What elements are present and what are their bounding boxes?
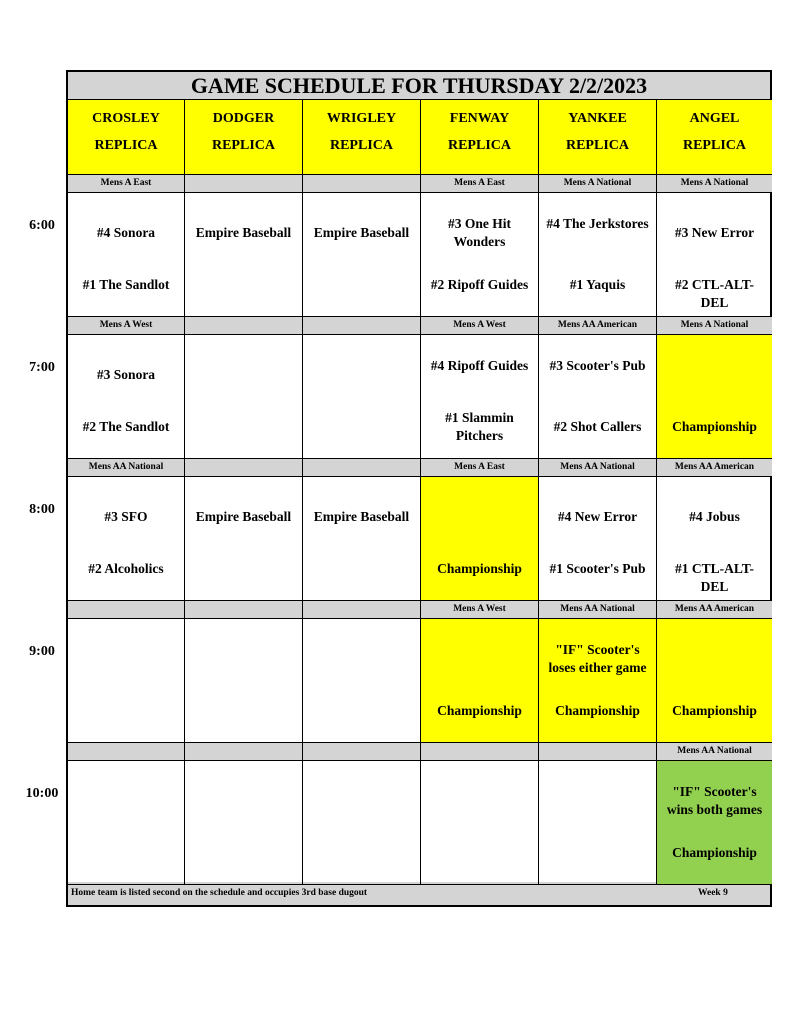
division-text: Mens A West [453,320,506,330]
game-cell [185,761,303,885]
footer-note: Home team is listed second on the schedule and occupies 3rd base dugout [71,888,368,898]
division-label [539,743,657,761]
field-header-yankee [539,100,657,175]
game-cell [68,335,185,459]
home-team: #1 The Sandlot [82,277,170,292]
away-team: Empire Baseball [195,225,292,240]
division-label [68,601,185,619]
field-name: YANKEE [568,111,627,126]
field-type: REPLICA [682,138,746,153]
away-team: Empire Baseball [313,509,410,524]
home-team: Championship [437,561,522,576]
home-team: #2 CTL-ALT-DEL [675,277,754,310]
game-cell [303,761,421,885]
game-cell [539,193,657,317]
game-cell [421,619,539,743]
division-label [68,459,185,477]
division-label [421,601,539,619]
division-text: Mens A East [100,178,152,188]
game-cell [657,761,772,885]
footer-bar [68,882,770,905]
schedule-table [66,70,772,907]
home-team: #2 Ripoff Guides [430,277,529,292]
division-text: Mens A East [454,462,505,472]
game-cell [185,335,303,459]
away-team: #4 Sonora [96,225,156,240]
division-label [539,459,657,477]
time-label: 10:00 [25,786,59,801]
week-label: Week 9 [698,888,728,898]
away-team: #4 Ripoff Guides [430,358,529,373]
game-cell [303,335,421,459]
away-team: "IF" Scooter's loses either game [548,642,647,675]
division-label [657,601,772,619]
division-text: Mens AA National [560,604,635,614]
division-label [539,175,657,193]
game-cell [657,335,772,459]
field-name: ANGEL [689,111,740,126]
home-team: #1 CTL-ALT-DEL [675,561,754,594]
field-name: DODGER [212,111,275,126]
away-team: #3 One Hit Wonders [448,216,511,249]
game-cell [421,335,539,459]
home-team: Championship [672,419,757,434]
home-team: #1 Slammin Pitchers [445,410,514,443]
field-type: REPLICA [329,138,393,153]
field-header-fenway [421,100,539,175]
field-header-angel [657,100,772,175]
away-team: #3 SFO [104,509,148,524]
game-cell [303,193,421,317]
game-cell [185,193,303,317]
division-label [68,175,185,193]
division-label [185,175,303,193]
field-name: WRIGLEY [326,111,397,126]
division-label [185,743,303,761]
division-text: Mens A West [453,604,506,614]
division-label [539,317,657,335]
division-label [421,317,539,335]
game-cell [657,193,772,317]
time-label: 9:00 [29,644,55,659]
field-name: CROSLEY [92,111,160,126]
division-text: Mens AA American [557,320,638,330]
division-label [303,175,421,193]
home-team: #2 Alcoholics [88,561,164,576]
game-cell [539,619,657,743]
division-label [421,175,539,193]
game-cell [303,619,421,743]
division-label [185,317,303,335]
away-team: #4 New Error [557,509,638,524]
game-cell [421,761,539,885]
away-team: #4 Jobus [689,509,740,524]
division-text: Mens AA National [560,462,635,472]
division-label [657,175,772,193]
game-cell [657,619,772,743]
time-label: 7:00 [29,360,55,375]
division-label [68,317,185,335]
away-team: #4 The Jerkstores [546,216,649,231]
game-cell [539,477,657,601]
field-type: REPLICA [447,138,511,153]
division-label [657,459,772,477]
field-type: REPLICA [211,138,275,153]
game-cell [539,335,657,459]
division-label [657,743,772,761]
division-text: Mens A East [454,178,505,188]
division-label [421,743,539,761]
away-team: Empire Baseball [313,225,410,240]
division-label [539,601,657,619]
game-cell [421,477,539,601]
away-team: "IF" Scooter's wins both games [666,784,763,817]
field-header-wrigley [303,100,421,175]
away-team: #3 Scooter's Pub [549,358,646,373]
division-text: Mens A National [680,178,749,188]
division-text: Mens A National [563,178,632,188]
division-text: Mens AA National [677,746,752,756]
division-text: Mens A West [99,320,153,330]
game-cell [421,193,539,317]
home-team: Championship [672,845,757,860]
division-label [303,459,421,477]
field-type: REPLICA [94,138,158,153]
division-label [185,601,303,619]
home-team: #2 The Sandlot [82,419,170,434]
game-cell [68,193,185,317]
time-label: 8:00 [29,502,55,517]
field-header-dodger [185,100,303,175]
division-label [303,743,421,761]
time-label: 6:00 [29,218,55,233]
home-team: Championship [555,703,640,718]
division-label [657,317,772,335]
division-label [421,459,539,477]
game-cell [68,477,185,601]
home-team: Championship [672,703,757,718]
home-team: #1 Scooter's Pub [549,561,646,576]
game-cell [68,761,185,885]
division-label [303,601,421,619]
away-team: #3 New Error [674,225,755,240]
field-name: FENWAY [449,111,510,126]
game-cell [657,477,772,601]
home-team: #1 Yaquis [569,277,626,292]
away-team: Empire Baseball [195,509,292,524]
division-text: Mens A National [680,320,749,330]
page-title: GAME SCHEDULE FOR THURSDAY 2/2/2023 [68,72,770,100]
division-text: Mens AA American [674,462,755,472]
game-cell [68,619,185,743]
home-team: #2 Shot Callers [553,419,642,434]
away-team: #3 Sonora [96,367,156,382]
game-cell [539,761,657,885]
division-label [303,317,421,335]
field-type: REPLICA [565,138,629,153]
division-text: Mens AA American [674,604,755,614]
division-label [68,743,185,761]
division-label [185,459,303,477]
home-team: Championship [437,703,522,718]
division-text: Mens AA National [88,462,164,472]
field-header-crosley [68,100,185,175]
game-cell [185,619,303,743]
game-cell [303,477,421,601]
game-cell [185,477,303,601]
